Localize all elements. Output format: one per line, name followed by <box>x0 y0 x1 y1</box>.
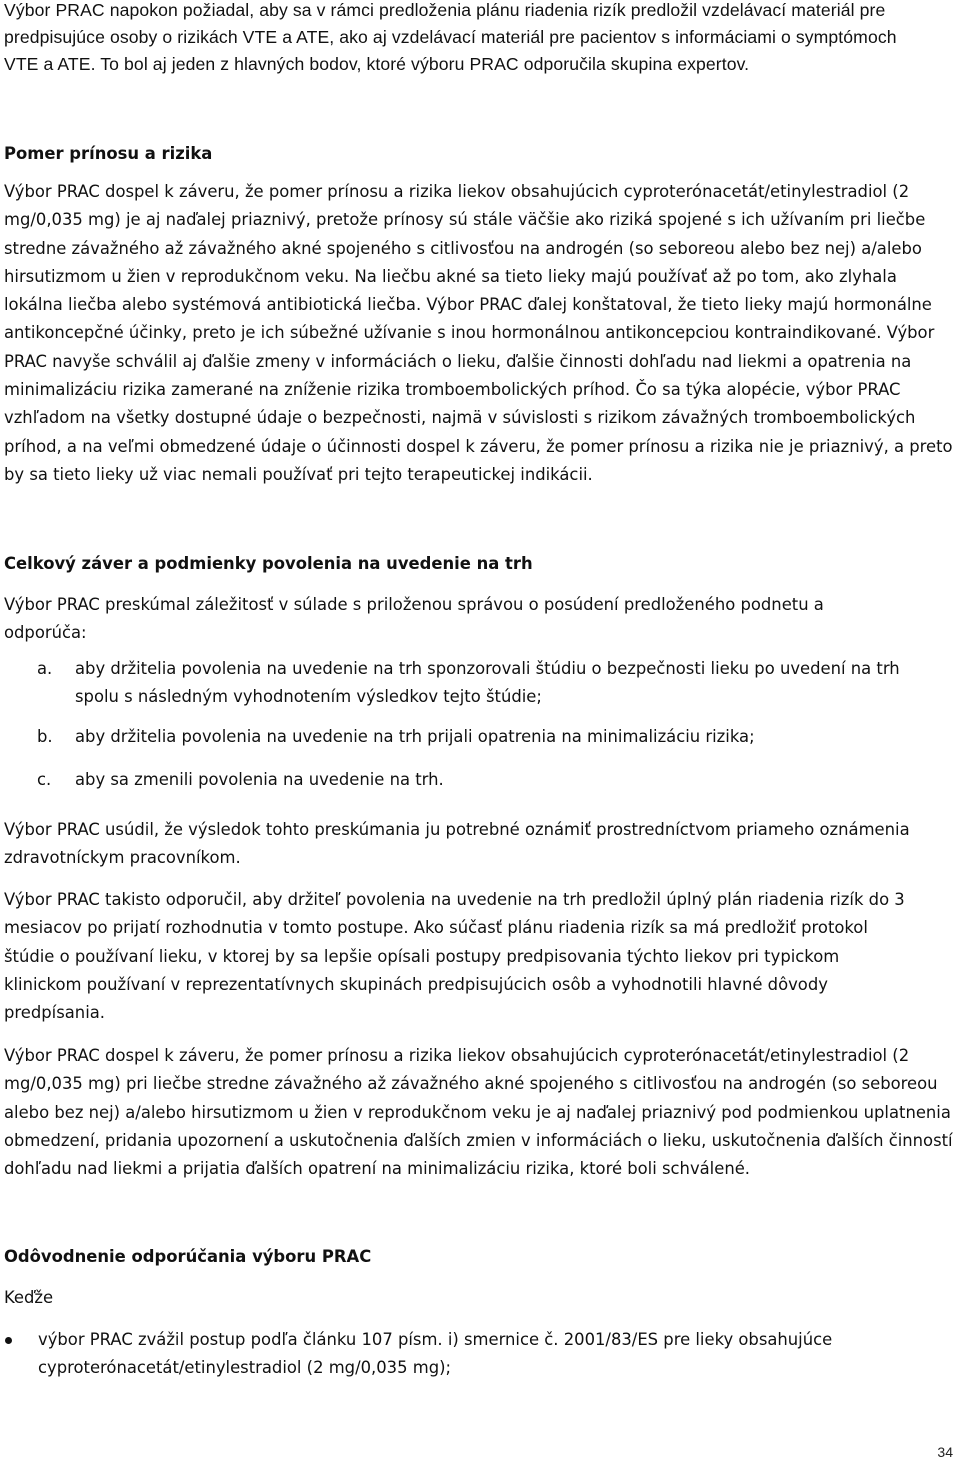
conditions-paragraph: Výbor PRAC dospel k záveru, že pomer prínosu a rizika liekov obsahujúcich cyproterónacetát/etinylestradiol (2 mg/0,035 mg) pri liečbe stredne závažného až závažného akné spojeného s citlivosťou na androgén (so seboreou alebo bez nej) a/alebo hirsutizmom u žien v reprodukčnom veku je aj naďalej priaznivý pod podmienkou uplatnenia obmedzení, pridania upozornení a uskutočnenia ďalších zmien v informáciách o lieku, uskutočnenia ďalších činností dohľadu nad liekmi a prijatia ďalších opatrení na minimalizáciu rizika, ktoré boli schválené. <box>4 1046 953 1179</box>
bullet-icon <box>4 1326 38 1383</box>
conclusion-intro-paragraph: Výbor PRAC preskúmal záležitosť v súlade s priloženou správou o posúdení predloženého podnetu a odporúča: <box>4 595 824 643</box>
list-item-text: aby držitelia povolenia na uvedenie na trh prijali opatrenia na minimalizáciu rizika; <box>75 726 755 746</box>
dhpc-paragraph: Výbor PRAC usúdil, že výsledok tohto preskúmania ju potrebné oznámiť prostredníctvom priameho oznámenia zdravotníckym pracovníkom. <box>4 820 910 868</box>
list-marker: b. <box>37 726 53 746</box>
list-item <box>4 1326 954 1383</box>
list-marker: c. <box>37 769 52 789</box>
benefit-risk-paragraph: Výbor PRAC dospel k záveru, že pomer prínosu a rizika liekov obsahujúcich cyproterónacetát/etinylestradiol (2 mg/0,035 mg) je aj naďalej priaznivý, pretože prínosy sú stále väčšie ako riziká spojené s ich užívaním pri liečbe stredne závažného až závažného akné spojeného s citlivosťou na androgén (so seboreou alebo bez nej) a/alebo hirsutizmom u žien v reprodukčnom veku. Na liečbu akné sa tieto lieky majú používať až po tom, ako zlyhala lokálna liečba alebo systémová antibiotická liečba. Výbor PRAC ďalej konštatoval, že tieto lieky majú hormonálne antikoncepčné účinky, preto je ich súbežné užívanie s inou hormonálnou antikoncepciou kontraindikované. Výbor PRAC navyše schválil aj ďalšie zmeny v informáciách o lieku, ďalšie činnosti dohľadu nad liekmi a opatrenia na minimalizáciu rizika zamerané na zníženie rizika tromboembolických príhod. Čo sa týka alopécie, výbor PRAC vzhľadom na všetky dostupné údaje o bezpečnosti, najmä v súvislosti s rizikom závažných tromboembolických príhod, a na veľmi obmedzené údaje o účinnosti dospel k záveru, že pomer prínosu a rizika nie je priaznivý, a preto by sa tieto lieky už viac nemali používať pri tejto terapeutickej indikácii. <box>4 182 953 484</box>
bullet-text: výbor PRAC zvážil postup podľa článku 107 písm. i) smernice č. 2001/83/ES pre lieky obsahujúce cyproterónacetát/etinylestradiol (2 mg/0,035 mg); <box>38 1330 833 1378</box>
grounds-lead: Keďže <box>4 1288 54 1307</box>
list-item-text: aby držitelia povolenia na uvedenie na trh sponzorovali štúdiu o bezpečnosti lieku po uvedení na trh spolu s následným vyhodnotením výsledkov tejto štúdie; <box>75 659 900 707</box>
list-item <box>4 723 954 751</box>
page-number: 34 <box>937 1444 953 1460</box>
list-marker: a. <box>37 659 53 678</box>
section-heading-conclusion: Celkový záver a podmienky povolenia na uvedenie na trh <box>4 554 533 573</box>
list-item <box>4 655 954 712</box>
intro-paragraph: Výbor PRAC napokon požiadal, aby sa v rámci predloženia plánu riadenia rizík predložil vzdelávací materiál pre predpisujúce osoby o rizikách VTE a ATE, ako aj vzdelávací materiál pre pacientov s informáciami o symptómoch VTE a ATE. To bol aj jeden z hlavných bodov, ktoré výboru PRAC odporučila skupina expertov. <box>4 0 897 74</box>
list-item-text: aby sa zmenili povolenia na uvedenie na trh. <box>75 769 444 789</box>
rmp-paragraph: Výbor PRAC takisto odporučil, aby držiteľ povolenia na uvedenie na trh predložil úplný plán riadenia rizík do 3 mesiacov po prijatí rozhodnutia v tomto postupe. Ako súčasť plánu riadenia rizík sa má predložiť protokol štúdie o používaní lieku, v ktorej by sa lepšie opísali postupy predpisovania týchto liekov pri typickom klinickom používaní v reprezentatívnych skupinách predpisujúcich osôb a vyhodnotili hlavné dôvody predpísania. <box>4 890 905 1023</box>
list-item <box>4 766 954 794</box>
grounds-bullet-list <box>4 1326 954 1383</box>
section-heading-grounds: Odôvodnenie odporúčania výboru PRAC <box>4 1247 372 1266</box>
section-heading-benefit-risk: Pomer prínosu a rizika <box>4 144 213 163</box>
recommendation-list <box>4 655 954 794</box>
